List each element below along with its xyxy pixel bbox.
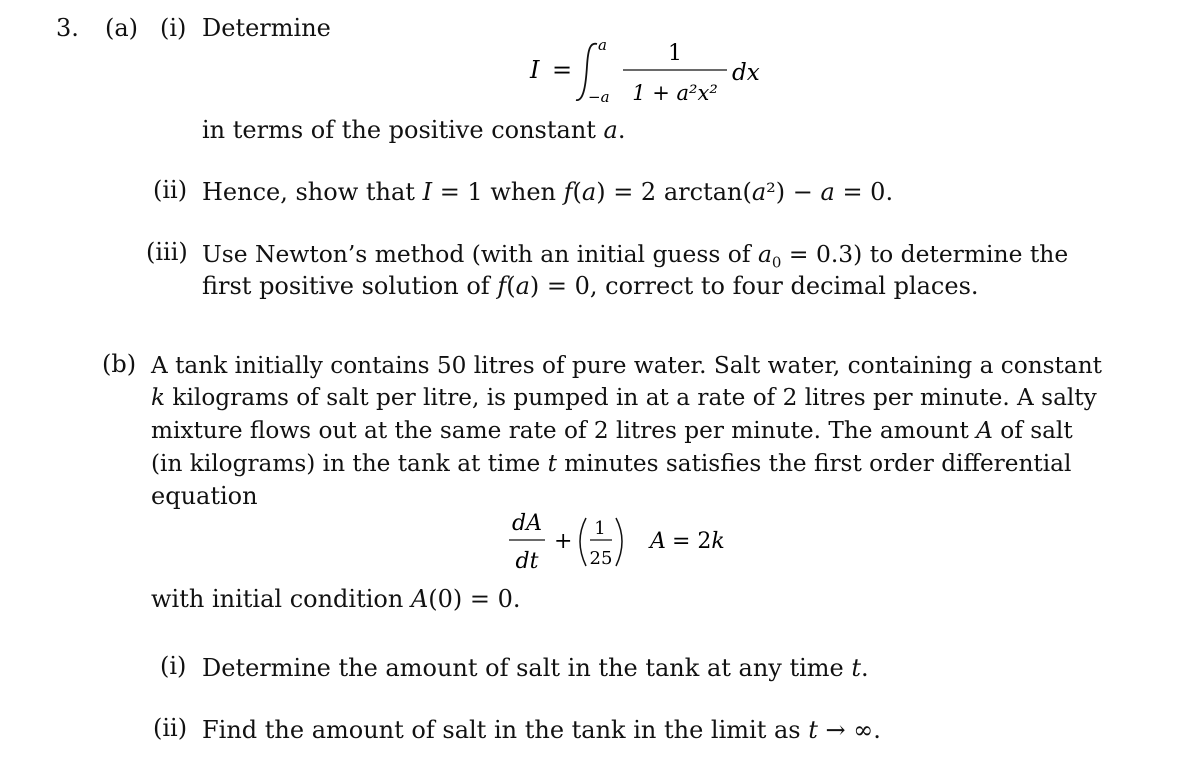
- ii-a2: a: [751, 178, 767, 206]
- after-text-1: in terms of the positive constant: [202, 116, 604, 144]
- ii-a1: a: [581, 178, 597, 206]
- question-number: 3.: [56, 14, 79, 42]
- ode-rhs: [665, 529, 725, 554]
- part-a-i-intro: Determine: [202, 14, 331, 42]
- b-i-t: t: [851, 654, 862, 682]
- initial-A: A: [410, 585, 429, 613]
- ii-f: f: [563, 178, 573, 206]
- b-line3-1: mixture flows out at the same rate of 2 litres per minute. The amount: [151, 417, 977, 444]
- ii-text-3: (: [572, 178, 582, 206]
- b-i-text-2: .: [861, 654, 869, 682]
- part-b-i-text: [202, 652, 869, 684]
- initial-text-2: (0) = 0.: [428, 585, 521, 613]
- ode-dt: dt: [515, 549, 539, 574]
- initial-condition: [151, 583, 521, 615]
- integral-dx: dx: [732, 60, 760, 86]
- part-b-line-3: [151, 415, 1073, 447]
- part-a-label: (a): [105, 14, 139, 42]
- iii-a: a: [515, 272, 530, 300]
- b-line4-t: t: [547, 450, 557, 477]
- ode-frac-num: 1: [594, 518, 606, 539]
- integral-upper-limit: a: [598, 36, 607, 54]
- ode-plus: +: [554, 529, 573, 554]
- ode-rhs-eq: = 2: [665, 529, 712, 554]
- ii-text-2: = 1 when: [432, 178, 564, 206]
- ii-a3: a: [820, 178, 835, 206]
- b-ii-t: t: [808, 716, 818, 744]
- ii-text-1: Hence, show that: [202, 178, 423, 206]
- ode-dA: dA: [512, 511, 542, 536]
- part-a-iii-line-2: [202, 270, 979, 302]
- integral-lhs: I: [530, 56, 540, 84]
- ii-text-5: ²) −: [766, 178, 821, 206]
- ii-text-4: ) = 2 arctan(: [596, 178, 752, 206]
- ode-A: A: [650, 529, 666, 554]
- ii-text-6: = 0.: [834, 178, 894, 206]
- integral-equation: [520, 36, 780, 108]
- integrand-numerator: 1: [668, 41, 682, 66]
- part-a-ii-label: (ii): [153, 176, 188, 204]
- part-a-i-after: [202, 114, 626, 146]
- b-ii-text-2: → ∞.: [817, 716, 881, 744]
- ode-left-paren: [580, 518, 586, 566]
- b-line2-k: k: [151, 384, 166, 411]
- part-a-ii-text: [202, 176, 893, 208]
- integrand-denominator: 1 + a²x²: [632, 81, 718, 105]
- iii-f: f: [497, 272, 507, 300]
- b-line4-2: minutes satisfies the first order differential: [556, 450, 1072, 477]
- part-b-ii-label: (ii): [153, 714, 188, 742]
- part-b-line-2: [151, 382, 1097, 414]
- iii-line2-2: (: [506, 272, 516, 300]
- b-line3-A: A: [976, 417, 993, 444]
- iii-a0: a: [757, 240, 772, 268]
- b-line2-text: kilograms of salt per litre, is pumped in at a rate of 2 litres per minute. A salty: [165, 384, 1097, 411]
- part-b-line-1: A tank initially contains 50 litres of pure water. Salt water, containing a constant: [151, 352, 1102, 379]
- iii-a0-sub: 0: [771, 253, 782, 272]
- part-b-line-5: equation: [151, 482, 258, 510]
- ode-rhs-k: k: [711, 529, 725, 554]
- ode-equation: [500, 506, 750, 578]
- part-a-iii-label: (iii): [146, 238, 188, 266]
- iii-line2-1: first positive solution of: [202, 272, 498, 300]
- after-text-3: .: [617, 116, 626, 144]
- integral-equals: =: [552, 56, 573, 84]
- part-b-ii-text: [202, 714, 881, 746]
- b-line4-1: (in kilograms) in the tank at time: [151, 450, 548, 477]
- part-b-i-label: (i): [160, 652, 187, 680]
- ode-frac-den: 25: [589, 548, 613, 569]
- iii-line1-2: = 0.3) to determine the: [781, 240, 1069, 268]
- after-a: a: [603, 116, 618, 144]
- b-line3-2: of salt: [992, 417, 1073, 444]
- iii-line2-3: ) = 0, correct to four decimal places.: [529, 272, 979, 300]
- initial-text-1: with initial condition: [151, 585, 411, 613]
- b-i-text-1: Determine the amount of salt in the tank at any time: [202, 654, 852, 682]
- part-b-line-4: [151, 448, 1071, 480]
- part-b-label: (b): [102, 350, 137, 378]
- iii-line1-1: Use Newton’s method (with an initial guess of: [202, 240, 758, 268]
- b-ii-text-1: Find the amount of salt in the tank in the limit as: [202, 716, 809, 744]
- ii-I: I: [422, 178, 433, 206]
- ode-right-paren: [616, 518, 622, 566]
- integral-lower-limit: −a: [588, 88, 610, 106]
- part-a-i-label: (i): [160, 14, 187, 42]
